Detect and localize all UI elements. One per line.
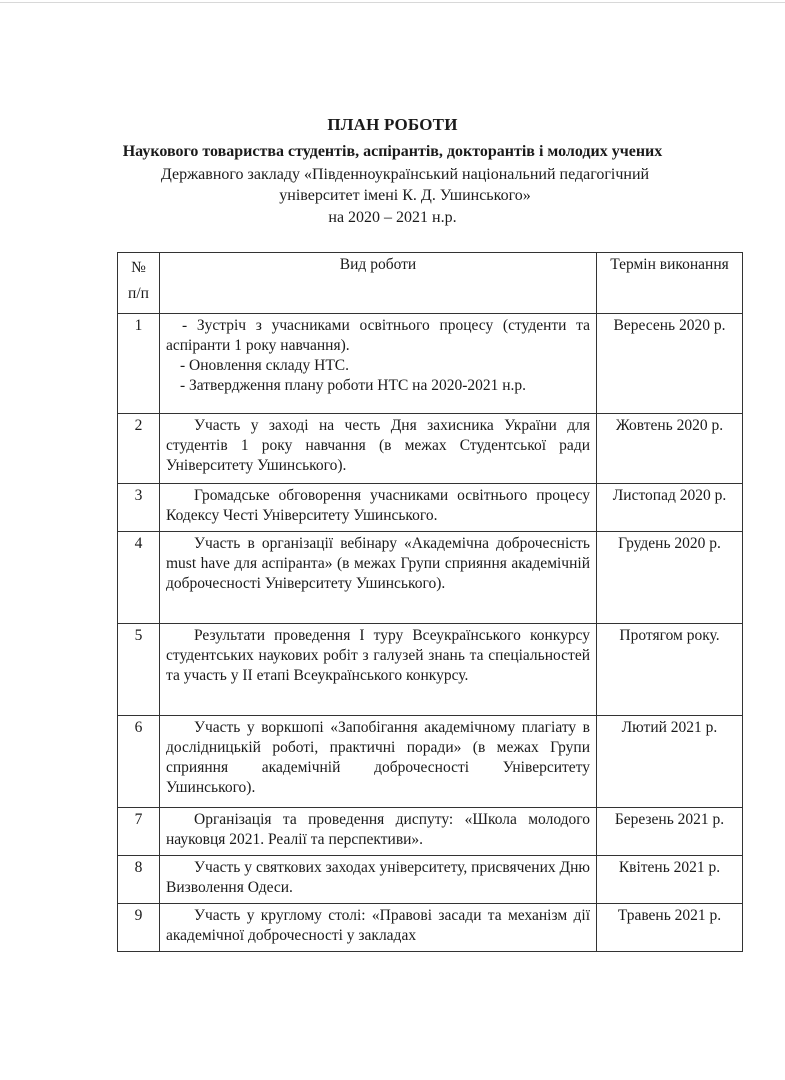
- row-deadline: Квітень 2021 р.: [597, 856, 743, 904]
- table-row: [118, 484, 743, 532]
- table-row: [118, 716, 743, 808]
- row-work: Участь у воркшопі «Запобігання академічному плагіату в дослідницькій роботі, практичні поради» (в межах Групи сприяння академічній доброчесності Університету Ушинського).: [160, 716, 597, 808]
- document-subtitle: Наукового товариства студентів, аспірантів, докторантів і молодих учених: [122, 143, 663, 160]
- row-deadline: Протягом року.: [597, 624, 743, 716]
- row-number: 4: [118, 532, 160, 624]
- table-row: [118, 808, 743, 856]
- header-work-type: Вид роботи: [160, 253, 597, 314]
- table-row: [118, 532, 743, 624]
- table-row: [118, 414, 743, 484]
- row-work: Результати проведення І туру Всеукраїнського конкурсу студентських наукових робіт з галузей знань та спеціальностей та участь у ІІ етапі Всеукраїнського конкурсу.: [160, 624, 597, 716]
- row-number: 7: [118, 808, 160, 856]
- row-deadline: Жовтень 2020 р.: [597, 414, 743, 484]
- row-number: 1: [118, 314, 160, 414]
- work-plan-table: [117, 252, 743, 952]
- table-row: [118, 904, 743, 952]
- row-work-item: - Оновлення складу НТС.: [180, 357, 350, 374]
- institution-name: Державного закладу «Південноукраїнський національний педагогічний університет імені К. Д. Ушинського»: [160, 166, 650, 204]
- table-row: [118, 314, 743, 414]
- table-row: [118, 856, 743, 904]
- row-number: 6: [118, 716, 160, 808]
- row-number: 5: [118, 624, 160, 716]
- academic-year: на 2020 – 2021 н.р.: [328, 209, 457, 226]
- row-work: Участь в організації вебінару «Академічна доброчесність must have для аспіранта» (в межах Групи сприяння академічній доброчесності Університету Ушинського).: [160, 532, 597, 624]
- row-work: Громадське обговорення учасниками освітнього процесу Кодексу Честі Університету Ушинського.: [160, 484, 597, 532]
- row-work: Участь у святкових заходах університету, присвячених Дню Визволення Одеси.: [160, 856, 597, 904]
- row-work-item: - Затвердження плану роботи НТС на 2020-2021 н.р.: [180, 377, 527, 394]
- row-deadline: Травень 2021 р.: [597, 904, 743, 952]
- row-work: Участь у круглому столі: «Правові засади та механізм дії академічної доброчесності у закладах: [160, 904, 597, 952]
- row-number: 8: [118, 856, 160, 904]
- row-number: 9: [118, 904, 160, 952]
- row-deadline: Лютий 2021 р.: [597, 716, 743, 808]
- header-deadline: Термін виконання: [597, 253, 743, 314]
- table-header-row: [118, 253, 743, 314]
- row-deadline: Листопад 2020 р.: [597, 484, 743, 532]
- row-work: Організація та проведення диспуту: «Школа молодого науковця 2021. Реалії та перспективи».: [160, 808, 597, 856]
- row-number: 2: [118, 414, 160, 484]
- row-number: 3: [118, 484, 160, 532]
- row-work: [160, 314, 597, 414]
- row-work: Участь у заході на честь Дня захисника України для студентів 1 року навчання (в межах Студентської ради Університету Ушинського).: [160, 414, 597, 484]
- row-deadline: Вересень 2020 р.: [597, 314, 743, 414]
- row-deadline: Березень 2021 р.: [597, 808, 743, 856]
- header-number: № п/п: [118, 253, 160, 314]
- row-work-item: - Зустріч з учасниками освітнього процесу (студенти та аспіранти 1 року навчання).: [166, 317, 590, 354]
- table-row: [118, 624, 743, 716]
- document-title: ПЛАН РОБОТИ: [327, 115, 458, 134]
- scan-edge-line: [0, 2, 785, 3]
- row-deadline: Грудень 2020 р.: [597, 532, 743, 624]
